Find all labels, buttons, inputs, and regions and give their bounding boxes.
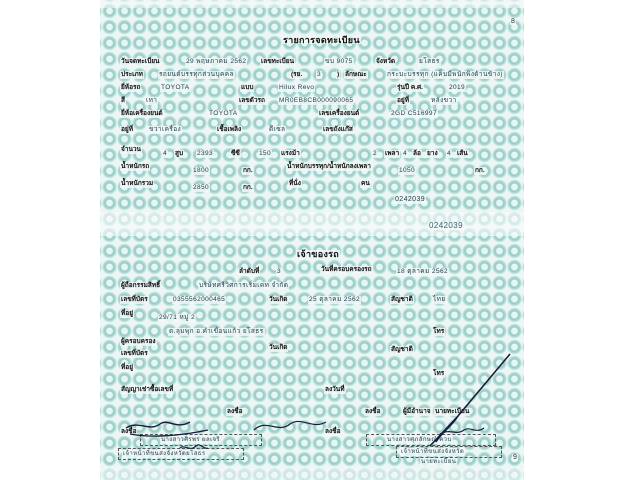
possession-date-value: 18 ตุลาคม 2562 [397, 268, 448, 275]
owner-birth-label: วันเกิด [269, 296, 288, 303]
tire-value: 4 [447, 150, 452, 157]
fuel-label: เชื้อเพลิง [217, 126, 242, 133]
style-label: ลักษณะ [345, 71, 367, 78]
role-stamp-1: เจ้าหน้าที่ขนส่งจังหวัดยโสธร [123, 451, 206, 457]
axle-label: เพลา [385, 150, 400, 157]
registrar-signature [400, 350, 520, 460]
date-label: วันจดทะเบียน [121, 58, 160, 65]
weight-label: น้ำหนักรถ [121, 163, 150, 170]
registrar-label: นายทะเบียน [435, 408, 470, 415]
gross-weight-unit: กก. [243, 184, 253, 191]
owner-label: ผู้ถือกรรมสิทธิ์ [121, 282, 161, 289]
cc-value: 2393 [197, 150, 214, 157]
owner-nationality-label: สัญชาติ [391, 296, 413, 303]
tank-label: เลขถังแก๊ส [323, 126, 353, 133]
date-value: 29 พฤษภาคม 2562 [186, 58, 247, 65]
cc-label: ซีซี [231, 150, 240, 157]
year-label: รุ่นปี ค.ศ. [397, 84, 423, 91]
owner-address-line2: ต.ลุมพุก อ.คำเขื่อนแก้ว ยโสธร [169, 328, 264, 335]
owner-nationality-value: ไทย [433, 296, 446, 303]
load-label: น้ำหนักบรรทุก/น้ำหนักลงเพลา [287, 163, 371, 170]
color-label: สี [121, 97, 125, 104]
weight-value: 1800 [193, 167, 210, 174]
engine-brand-value: TOYOTA [209, 110, 238, 117]
type-value: รถยนต์บรรทุกส่วนบุคคล [159, 71, 234, 78]
type-label: ประเภท [121, 71, 143, 78]
page-top-edge [100, 0, 524, 8]
name-stamp-2: นางสาวศุภลักษณ์ ควบ [387, 437, 452, 443]
engine-brand-label: ยี่ห้อเครื่องยนต์ [121, 110, 163, 117]
plate-value: ขบ 9075 [325, 58, 353, 65]
owner-address-label: ที่อยู่ [121, 310, 133, 317]
color-value: เทา [146, 97, 158, 104]
owner-value: บริษัทศรีวิศการเริ่มเคท จำกัด [199, 282, 289, 289]
plate-label: เลขทะเบียน [261, 58, 295, 65]
sign-label-1: ลงชื่อ [227, 408, 243, 415]
serial-number-top: 0242039 [395, 196, 426, 203]
chassis-at-value: หลังขวา [431, 97, 457, 104]
registration-title: รายการจดทะเบียน [283, 35, 360, 45]
gross-weight-label: น้ำหนักรวม [121, 180, 154, 187]
order-value: 3 [277, 268, 282, 275]
hp-value: 150 [259, 150, 272, 157]
lease-label: สัญญาเช่าซื้อเลขที่ [121, 386, 174, 393]
owner-id-value: 0355562000465 [173, 296, 226, 303]
axle-value: 2 [373, 150, 378, 157]
witness-signature [250, 410, 330, 440]
owner-signature [120, 408, 220, 468]
load-value: 1050 [399, 167, 416, 174]
page-corner-number: 8 [511, 18, 515, 25]
chassis-at-label: อยู่ที่ [397, 97, 409, 104]
holder-label: ผู้ครอบครอง [121, 338, 156, 345]
weight-unit: กก. [243, 167, 253, 174]
cylinder-label: สูบ [175, 150, 184, 157]
holder-phone-label: โทร [433, 370, 445, 377]
code-label: (รย. [291, 71, 303, 78]
code-close: ) [337, 71, 340, 78]
cylinder-value: 4 [163, 150, 168, 157]
serial-number-middle: 0242039 [429, 221, 463, 230]
chassis-label: เลขตัวรถ [239, 97, 265, 104]
year-value: 2019 [449, 84, 466, 91]
code-value: 3 [317, 71, 322, 78]
hp-label: แรงม้า [281, 150, 300, 157]
seat-label: ที่นั่ง [289, 180, 301, 187]
engine-no-value: 2GD C516997 [391, 110, 437, 117]
brand-value: TOYOTA [161, 84, 190, 91]
registrar-label-2: ผู้มีอำนาจ [403, 408, 431, 415]
role-stamp-2: เจ้าหน้าที่ขนส่งจังหวัด [401, 449, 465, 455]
engine-no-label: เลขเครื่องยนต์ [319, 110, 360, 117]
owner-birth-value: 25 ตุลาคม 2562 [309, 296, 360, 303]
owner-address-line1: 29/71 หมู่ 2 [159, 314, 196, 321]
seat-unit: คน [361, 180, 370, 187]
holder-birth-label: วันเกิด [269, 344, 288, 351]
owner-phone-label: โทร [433, 328, 445, 335]
wheel-value: 4 [403, 150, 408, 157]
role-stamp-3: นายทะเบียน [421, 459, 457, 465]
tire-label: ยาง [427, 150, 438, 157]
style-value: กระบะบรรทุก (แค็บมีพนักพิงด้านข้าง) [387, 71, 503, 78]
holder-nationality-label: สัญชาติ [391, 346, 413, 353]
possession-date-label: วันที่ครอบครองรถ [321, 266, 372, 273]
engine-at-value: ขวาเครื่อง [149, 126, 182, 133]
owner-title: เจ้าของรถ [297, 249, 340, 259]
holder-address-label: ที่อยู่ [121, 364, 133, 371]
sign-label-2: ลงชื่อ [365, 408, 381, 415]
count-label: จำนวน [121, 146, 141, 153]
owner-id-label: เลขที่บัตร [121, 296, 148, 303]
page-bottom-edge [100, 468, 524, 480]
engine-at-label: อยู่ที่ [121, 126, 133, 133]
gross-weight-value: 2850 [193, 184, 210, 191]
load-unit: กก. [475, 167, 485, 174]
page-bottom-number: 9 [513, 454, 517, 461]
province-label: จังหวัด [376, 58, 396, 65]
model-value: Hilux Revo [279, 84, 315, 91]
holder-id-label: เลขที่บัตร [121, 350, 148, 357]
sign-label-4: ลงชื่อ [325, 428, 341, 435]
chassis-value: MR0EB8CB000090065 [279, 97, 354, 104]
lease-date-label: ลงวันที่ [325, 386, 345, 393]
tire-unit: เส้น [457, 150, 468, 157]
province-value: ยโสธร [419, 58, 440, 65]
brand-label: ยี่ห้อรถ [121, 84, 141, 91]
sign-label-3: ลงชื่อ [121, 428, 137, 435]
fuel-value: ดีเซล [269, 126, 286, 133]
order-label: ลำดับที่ [239, 268, 260, 275]
model-label: แบบ [241, 84, 254, 91]
wheel-label: ล้อ [413, 150, 421, 157]
name-stamp-1: นางสาวศิรพร ผลเจริ [161, 437, 221, 443]
registration-page [100, 0, 524, 480]
